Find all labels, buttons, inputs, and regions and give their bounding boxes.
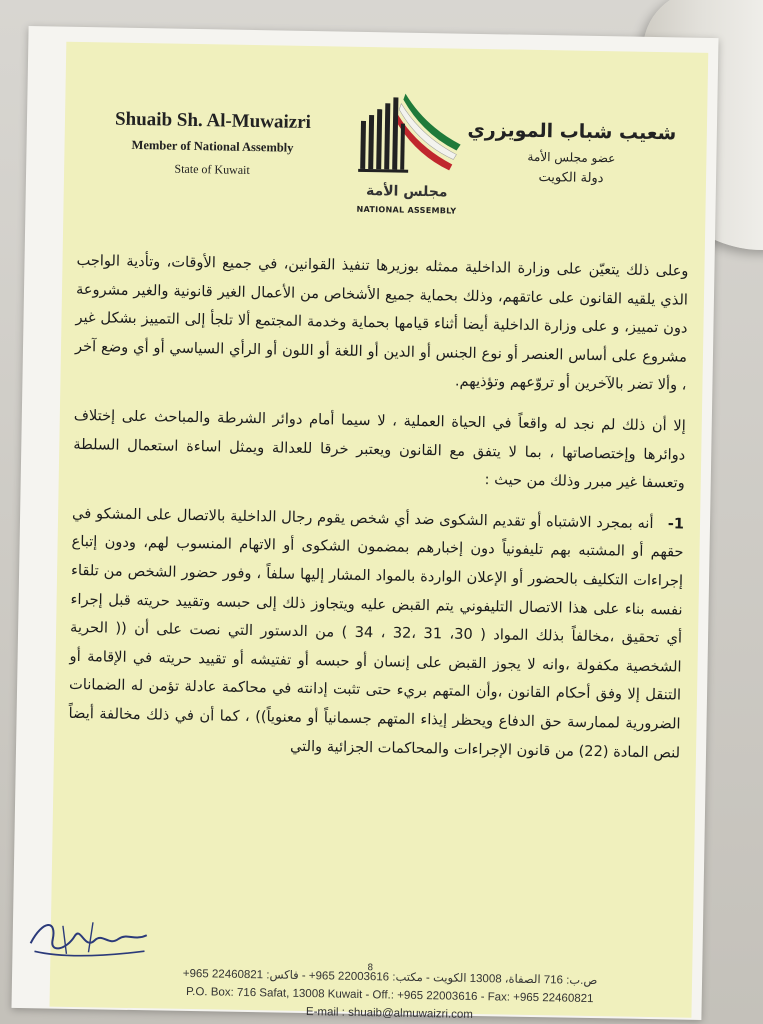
signature-mark — [22, 909, 153, 971]
paragraph-3 — [68, 500, 684, 768]
item-text: أنه بمجرد الاشتباه أو تقديم الشكوى ضد أي شخص يقوم رجال الداخلية بالاتصال على المشكو في حقهم أو المشتبه بهم تليفونياً دون إخبارهم بمضمون الشكوى أو الاتهام المنسوب لهم، ودون إتباع إجراءات التكليف بالحضور أو الإعلان الواردة بالمواد المشار إليها سلفاً ، وفور حضور الشخص من تلقاء نفسه بناء على هذا الاتصال التليفوني يتم القبض عليه ويتجاوز ذلك إلى حبسه وتقييد حريته قبل إجراء أي تحقيق ،مخالفاً بذلك المواد ( 30، 31 ،32 ، 34 ) من الدستور التي نصت على أن (( الحرية الشخصية مكفولة ،وانه لا يجوز القبض على إنسان أو حبسه أو تفتيشه أو تقييد حريته في الإقامة أو التنقل إلا وفق أحكام القانون ،وأن المتهم بريء حتى تثبت إدانته في محاكمة عادلة تؤمن له الضمانات الضرورية لممارسة حق الدفاع ويحظر إيذاء المتهم جسمانياً أو معنوياً)) ، كما أن في ذلك مخالفة أيضاً لنص المادة (22) من قانون الإجراءات والمحاكمات الجزائية والتي — [68, 504, 684, 762]
english-name: Shuaib Sh. Al-Muwaizri — [114, 108, 312, 133]
logo-arabic-text: مجلس الأمة — [365, 182, 448, 201]
item-number: 1- — [667, 515, 685, 533]
footer-english-contact: P.O. Box: 716 Safat, 13008 Kuwait - Off.: +965 22003616 - Fax: +965 22460821 — [185, 985, 594, 1006]
letter-body — [68, 247, 689, 780]
page-number: 8 — [367, 963, 374, 974]
logo-english-text: NATIONAL ASSEMBLY — [356, 204, 457, 216]
arabic-name: شعيب شباب المويزري — [467, 118, 677, 145]
footer-arabic-contact: ص.ب: 716 الصفاة، 13008 الكويت - مكتب: 22003616 965+ - فاكس: 22460821 965+ — [182, 967, 598, 988]
assembly-building-icon — [352, 85, 464, 187]
paragraph-1: وعلى ذلك يتعيّن على وزارة الداخلية ممثله بوزيرها تنفيذ القوانين، في جميع الأوقات، وتأدية الواجب الذي يلقيه القانون على عاتقهم، وذلك بحماية جميع الأشخاص من الأعمال الغير قانونية والغير مشروعة دون تمييز، و على وزارة الداخلية أيضا أثناء قيامها بحماية وخدمة المجتمع ألا تلجأ إلى التمييز بشكل غير مشروع على أساس العنصر أو نوع الجنس أو الدين أو اللغة أو اللون أو الرأي السياسي أو أي وضع آخر ، وألا تضر بالآخرين أو تروّعهم وتؤذيهم. — [74, 251, 689, 394]
letter-sheet — [50, 42, 709, 1021]
national-assembly-logo — [351, 85, 463, 222]
english-state: State of Kuwait — [174, 161, 250, 177]
arabic-title: عضو مجلس الأمة — [527, 149, 616, 166]
arabic-state: دولة الكويت — [538, 169, 604, 187]
paragraph-2: إلا أن ذلك لم نجد له واقعاً في الحياة العملية ، لا سيما أمام دوائر الشرطة والمباحث على إختلاف دوائرها وإختصاصاتها ، بما لا يتفق مع القانون ويعتبر خرقا للعدالة ويمثل اساءة استعمال السلطة وتعسفا غير مبرر وذلك من حيث : — [73, 406, 686, 492]
english-letterhead — [82, 108, 343, 180]
letter-footer — [109, 965, 670, 1024]
footer-email: E-mail : shuaib@almuwaizri.com — [305, 1006, 474, 1021]
document-page — [11, 26, 718, 1020]
english-title: Member of National Assembly — [131, 137, 294, 155]
handwritten-signature — [22, 909, 153, 971]
arabic-letterhead — [456, 119, 687, 188]
